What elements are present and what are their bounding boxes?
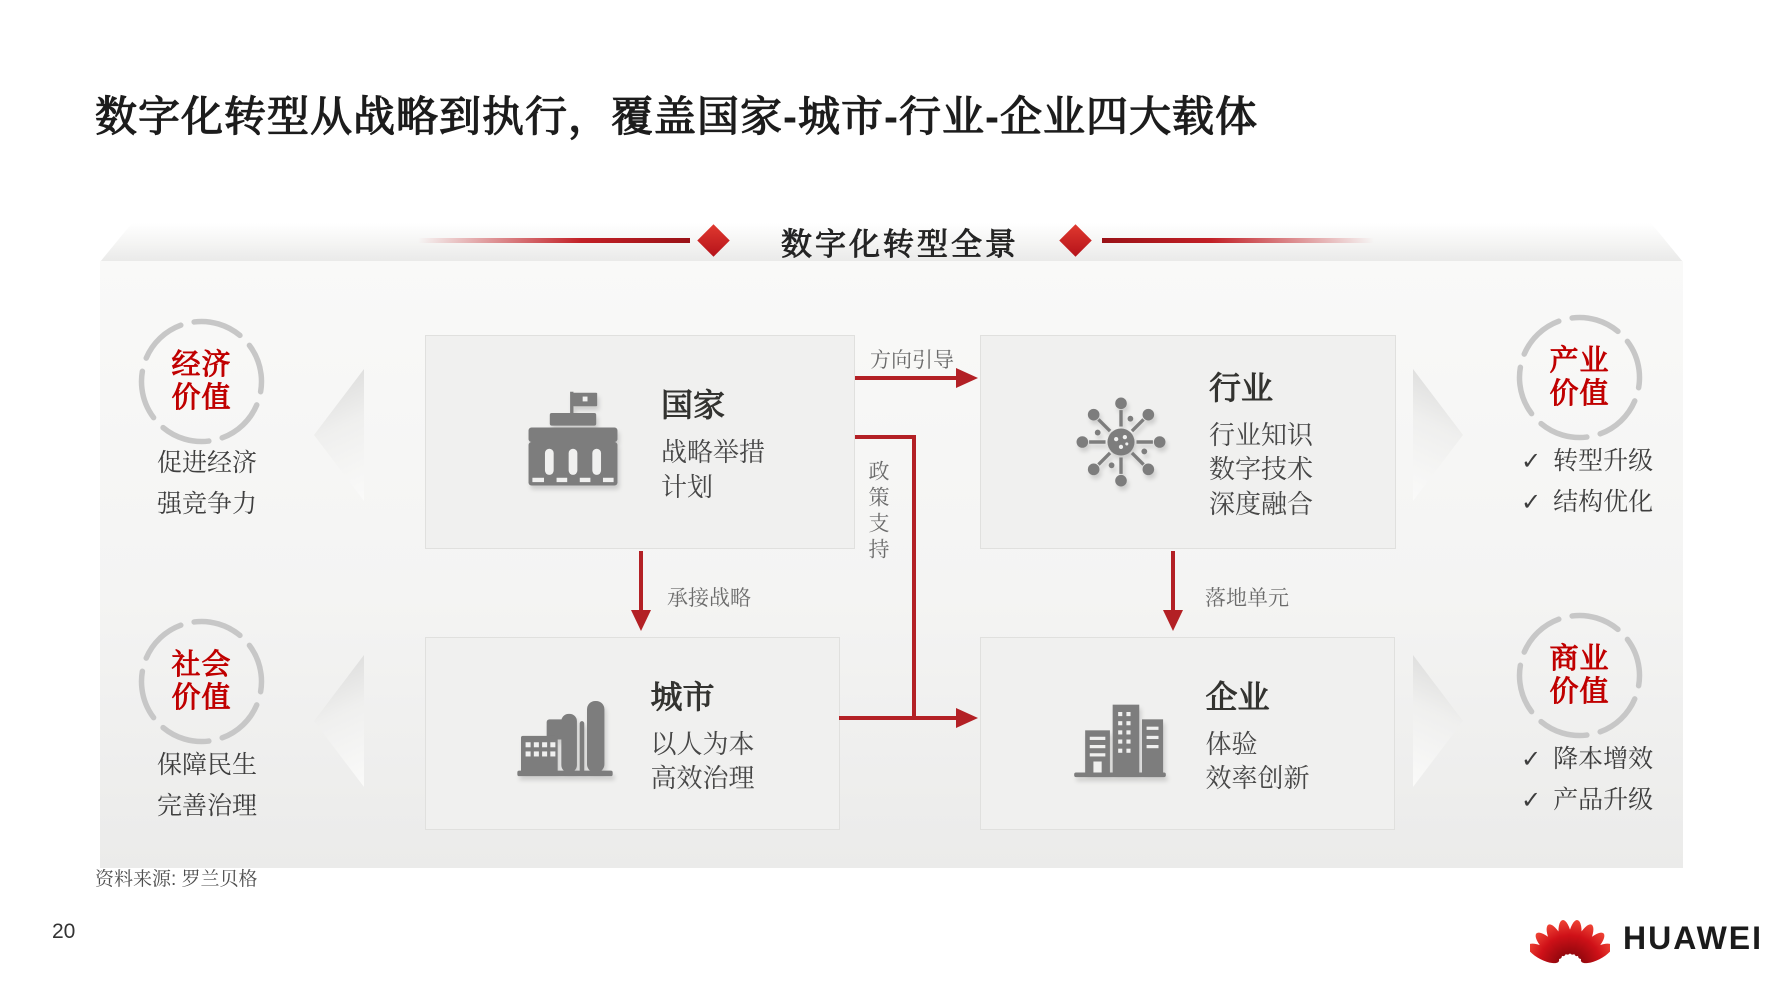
edge-label-policy: 政策支持: [866, 460, 889, 564]
value-circle-industrial: [1512, 310, 1647, 445]
value-item: ✓ 产品升级: [1521, 780, 1653, 821]
node-title: 行业: [1208, 370, 1273, 407]
node-title: 国家: [660, 387, 725, 424]
value-items-economic: [157, 443, 257, 525]
arrowhead-down-icon: [1163, 610, 1183, 631]
banner-line-left: [418, 238, 690, 243]
node-nation: [425, 335, 855, 549]
arrowhead-down-icon: [631, 610, 651, 631]
arrow-nation-to-industry: [855, 376, 958, 380]
node-title: 城市: [650, 678, 715, 715]
check-icon: ✓: [1521, 787, 1542, 814]
edge-label-landing: 落地单元: [1205, 587, 1289, 610]
arrow-nation-to-city: [639, 551, 643, 611]
node-title: 企业: [1205, 678, 1270, 715]
government-building-icon: [515, 384, 631, 500]
arrow-nation-to-enterprise-vertical: [912, 435, 916, 720]
value-item: 保障民生: [157, 751, 258, 779]
node-description: 以人为本 高效治理: [650, 728, 755, 793]
value-circle-economic: [134, 314, 269, 449]
huawei-logo: [1530, 906, 1763, 970]
node-description: 行业知识 数字技术 深度融合: [1208, 420, 1313, 519]
node-city: [425, 637, 840, 830]
arrow-industry-to-enterprise: [1171, 551, 1175, 611]
value-item: 强竞争力: [157, 490, 258, 518]
value-item: ✓ 转型升级: [1521, 441, 1653, 482]
digital-network-icon: [1063, 384, 1179, 500]
banner-title: 数字化转型全景: [781, 227, 1019, 262]
value-circle-business: [1512, 608, 1647, 743]
office-buildings-icon: [1065, 679, 1175, 789]
arrowhead-right-icon: [956, 708, 978, 728]
check-icon: ✓: [1521, 746, 1542, 773]
source-note: 资料来源: 罗兰贝格: [95, 869, 258, 890]
value-item: ✓ 降本增效: [1521, 739, 1653, 780]
value-item: 完善治理: [157, 792, 258, 820]
check-icon: ✓: [1521, 489, 1542, 516]
page-title: 数字化转型从战略到执行，覆盖国家-城市-行业-企业四大载体: [95, 93, 1258, 140]
node-industry: [980, 335, 1396, 549]
node-enterprise: [980, 637, 1395, 830]
edge-label-direction: 方向引导: [870, 349, 954, 372]
edge-label-strategy: 承接战略: [667, 587, 751, 610]
node-text: [650, 672, 754, 796]
node-text: [1205, 672, 1309, 796]
huawei-wordmark: HUAWEI: [1623, 919, 1763, 956]
node-text: [661, 380, 765, 504]
value-circle-label: 社会 价值: [171, 648, 232, 714]
value-items-business: [1521, 739, 1653, 821]
factory-icon: [510, 679, 620, 789]
arrow-city-to-enterprise: [839, 716, 958, 720]
value-items-social: [157, 745, 257, 827]
page-number: 20: [52, 920, 76, 943]
value-item: ✓ 结构优化: [1521, 482, 1653, 523]
arrow-nation-to-enterprise-horizontal: [855, 435, 916, 439]
huawei-flower-icon: [1530, 906, 1610, 970]
node-text: [1209, 363, 1313, 521]
banner-line-right: [1102, 238, 1374, 243]
value-circle-social: [134, 614, 269, 749]
check-icon: ✓: [1521, 448, 1542, 475]
value-circle-label: 商业 价值: [1549, 642, 1610, 708]
node-description: 体验 效率创新: [1205, 728, 1310, 793]
value-item: 促进经济: [157, 449, 258, 477]
value-circle-label: 经济 价值: [171, 348, 232, 414]
value-circle-label: 产业 价值: [1549, 344, 1610, 410]
value-items-industrial: [1521, 441, 1653, 523]
node-description: 战略举措 计划: [660, 437, 765, 502]
